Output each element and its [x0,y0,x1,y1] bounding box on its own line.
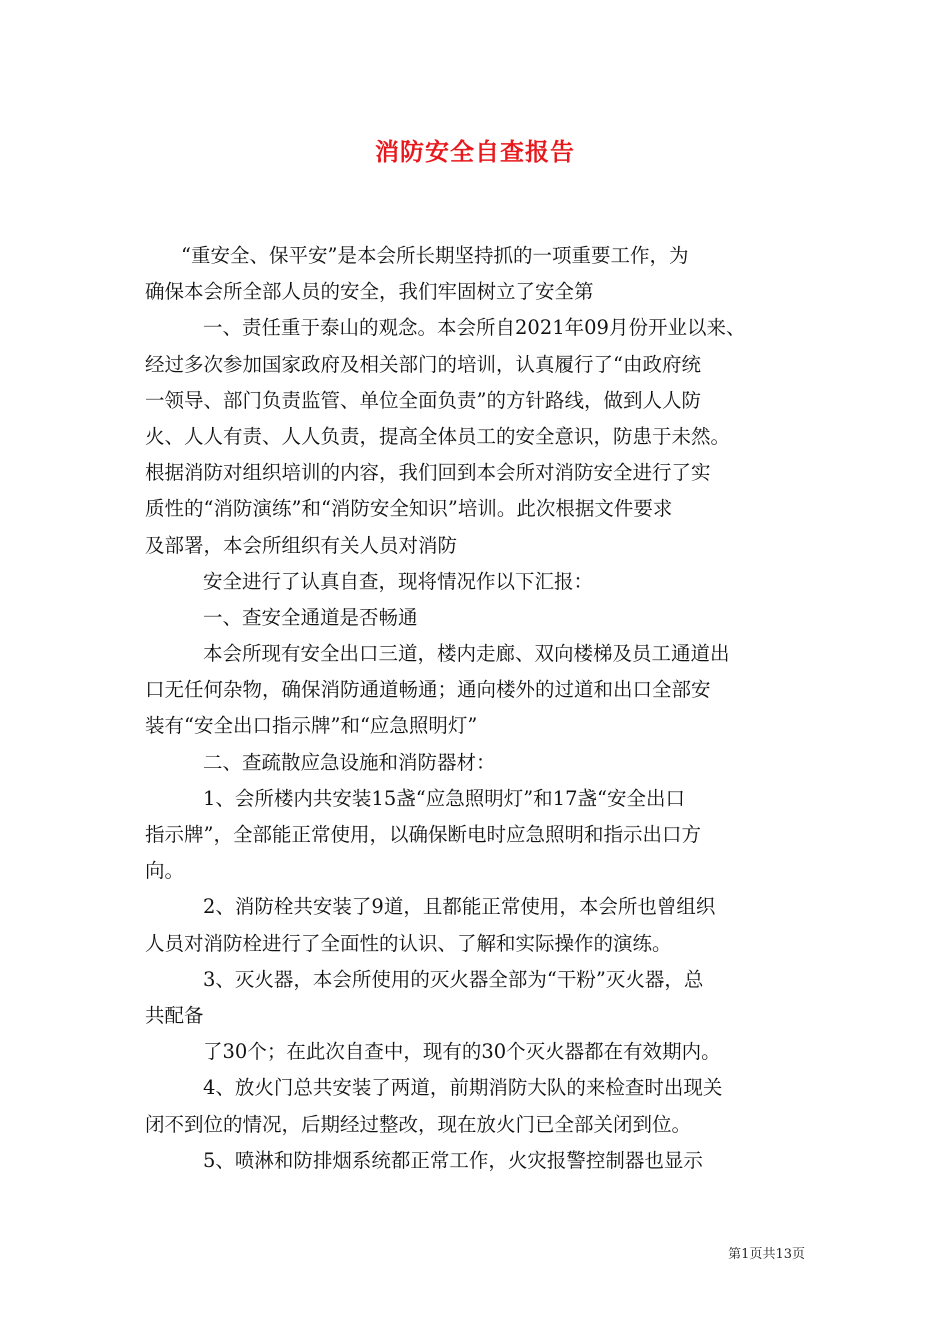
body-line: 一领导、部门负责监管、单位全面负责”的方针路线，做到人人防 [145,388,701,412]
body-line: 2、消防栓共安装了9道，且都能正常使用，本会所也曾组织 [203,895,716,919]
body-line: “重安全、保平安”是本会所长期坚持抓的一项重要工作，为 [181,244,689,267]
body-line: 根据消防对组织培训的内容，我们回到本会所对消防安全进行了实 [145,461,711,485]
body-line: 一、责任重于泰山的观念。本会所自2021年09月份开业以来、 [203,316,746,340]
body-line: 火、人人有责、人人负责，提高全体员工的安全意识，防患于未然。 [145,424,731,448]
page-number: 第1页共13页 [728,1247,805,1262]
document-title: 消防安全自查报告 [375,137,575,166]
body-line: 经过多次参加国家政府及相关部门的培训，认真履行了“由政府统 [145,352,701,376]
body-line: 及部署，本会所组织有关人员对消防 [145,533,458,557]
body-line: 二、查疏散应急设施和消防器材： [203,750,496,774]
body-line: 4、放火门总共安装了两道，前期消防大队的来检查时出现关 [203,1076,723,1100]
body-line: 质性的“消防演练”和“消防安全知识”培训。此次根据文件要求 [145,497,673,521]
body-line: 共配备 [145,1003,204,1027]
body-line: 了30个；在此次自查中，现有的30个灭火器都在有效期内。 [203,1040,721,1064]
body-line: 向。 [145,859,185,883]
body-line: 确保本会所全部人员的安全，我们牢固树立了安全第 [145,280,594,304]
body-line: 本会所现有安全出口三道，楼内走廊、双向楼梯及员工通道出 [203,642,730,666]
body-line: 安全进行了认真自查，现将情况作以下汇报： [203,569,594,593]
body-line: 口无任何杂物，确保消防通道畅通；通向楼外的过道和出口全部安 [145,678,711,702]
body-line: 3、灭火器，本会所使用的灭火器全部为“干粉”灭火器，总 [203,967,704,991]
body-line: 闭不到位的情况，后期经过整改，现在放火门已全部关闭到位。 [145,1112,692,1136]
document-body [145,238,810,1179]
body-line: 装有“安全出口指示牌”和“应急照明灯” [145,714,478,738]
body-line: 指示牌”，全部能正常使用，以确保断电时应急照明和指示出口方 [145,823,701,846]
body-line: 1、会所楼内共安装15盏“应急照明灯”和17盏“安全出口 [203,786,685,810]
body-line: 一、查安全通道是否畅通 [203,605,418,629]
body-line: 人员对消防栓进行了全面性的认识、了解和实际操作的演练。 [145,931,672,955]
body-line: 5、喷淋和防排烟系统都正常工作，火灾报警控制器也显示 [203,1148,703,1172]
